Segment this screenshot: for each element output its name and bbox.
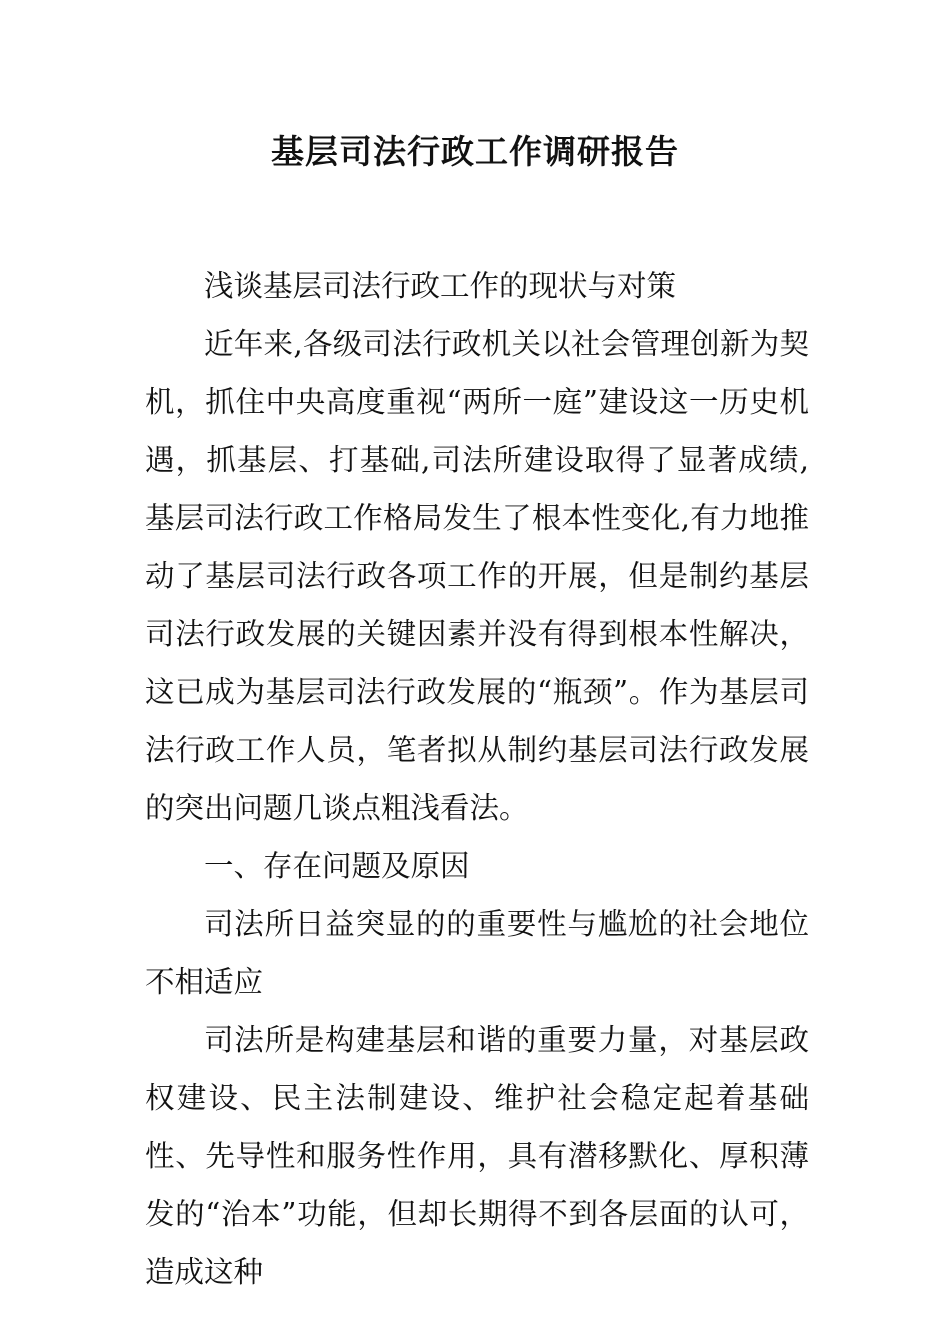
- subtitle-paragraph: 浅谈基层司法行政工作的现状与对策: [204, 269, 677, 303]
- document-title: 基层司法行政工作调研报告: [271, 132, 679, 171]
- subsection-heading: 司法所日益突显的的重要性与尴尬的社会地位不相适应: [145, 907, 809, 999]
- body-paragraph: 司法所是构建基层和谐的重要力量，对基层政权建设、民主法制建设、维护社会稳定起着基础性、先导性和服务性作用，具有潜移默化、厚积薄发的“治本”功能，但却长期得不到各层面的认可，造成这种: [145, 1023, 809, 1289]
- section-heading: 一、存在问题及原因: [204, 849, 470, 883]
- intro-paragraph: 近年来,各级司法行政机关以社会管理创新为契机，抓住中央高度重视“两所一庭”建设这一历史机遇，抓基层、打基础,司法所建设取得了显著成绩,基层司法行政工作格局发生了根本性变化,有力地推动了基层司法行政各项工作的开展，但是制约基层司法行政发展的关键因素并没有得到根本性解决，这已成为基层司法行政发展的“瓶颈”。作为基层司法行政工作人员，笔者拟从制约基层司法行政发展的突出问题几谈点粗浅看法。: [145, 327, 809, 825]
- document-body: [145, 257, 809, 1301]
